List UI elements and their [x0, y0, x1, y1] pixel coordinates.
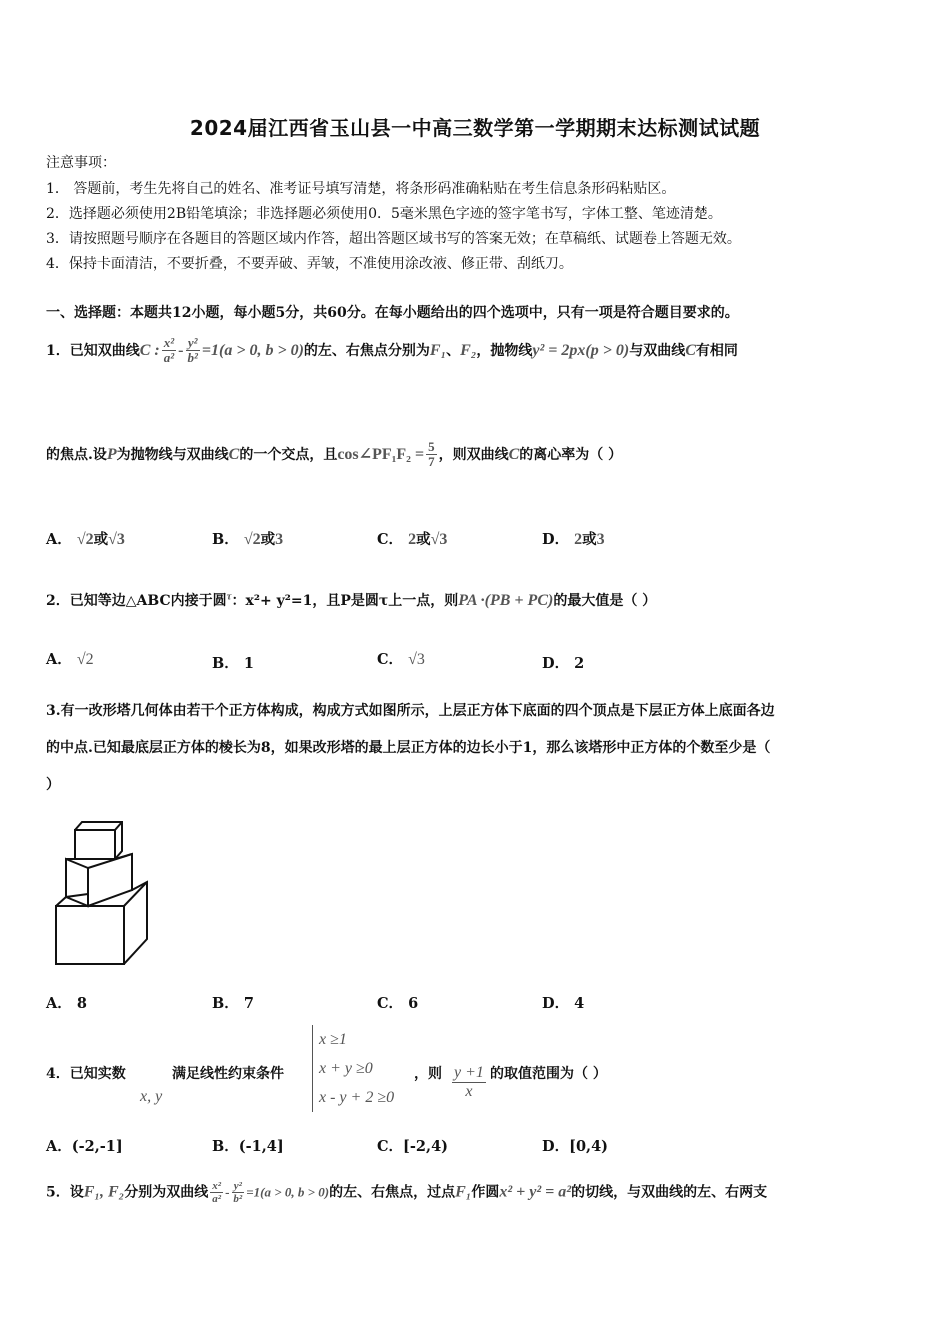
- q3-option-a[interactable]: A． 8: [46, 995, 87, 1012]
- q2-option-b[interactable]: B． 1: [212, 655, 254, 672]
- question-2: 2．已知等边△ABC内接于圆$^\tau$：x²+ y²=1，且P是圆τ上一点，则PA ·(PB + PC)的最大值是（ ）: [46, 590, 657, 609]
- notice-heading: 注意事项：: [46, 155, 116, 171]
- q1-option-c[interactable]: C． 2或√3: [377, 531, 448, 548]
- q1-hyperbola-c: C :: [139, 341, 160, 359]
- page-title: 2024届江西省玉山县一中高三数学第一学期期末达标测试试题: [189, 116, 761, 140]
- bottom-cube-front: [56, 906, 124, 964]
- notice-item-3: 3．请按照题号顺序在各题目的答题区域内作答，超出答题区域书写的答案无效；在草稿纸、试题卷上答题无效。: [46, 231, 741, 247]
- q2-option-d[interactable]: D． 2: [542, 655, 585, 672]
- question-4-text-1: 4．已知实数: [46, 1066, 126, 1082]
- question-5: 5．设F₁, F₂分别为双曲线 $\frac{\text{x²}}{\text{a²}}$ - $\frac{\text{y²}}{\text{b²}}$ =1(a > 0, b > 0)的左、右焦点，过点F₁作圆x² + y² = a²的切线，与双曲线的左、右两支: [46, 1180, 768, 1206]
- q4-constraint-system: [312, 1025, 394, 1112]
- q4-constraint-3: x - y + 2 ≥0: [319, 1089, 395, 1106]
- middle-cube-left: [66, 859, 88, 906]
- q3-option-d[interactable]: D． 4: [542, 995, 585, 1012]
- notice-item-1: 1． 答题前，考生先将自己的姓名、准考证号填写清楚，将条形码准确粘贴在考生信息条形码粘贴区。: [46, 181, 676, 197]
- bottom-cube-top-edge: [124, 882, 147, 906]
- q1-frac-y: $\frac{\text{y²}}{\text{b²}}$: [187, 335, 198, 366]
- tower-figure: [50, 818, 155, 970]
- question-3-line-3: ）: [46, 777, 60, 793]
- question-3-line-2: 的中点.已知最底层正方体的棱长为8，如果改形塔的最上层正方体的边长小于1，那么该塔形中正方体的个数至少是（: [46, 740, 771, 756]
- question-1-line-2: 的焦点.设P为抛物线与双曲线C的一个交点，且cos∠PF₁F₂ = $\frac{5}{7}$ ，则双曲线C的离心率为（ ）: [46, 439, 623, 470]
- q1-text: 1．已知双曲线: [46, 342, 140, 359]
- notice-item-2: 2．选择题必须使用2B铅笔填涂；非选择题必须使用0．5毫米黑色字迹的签字笔书写，字体工整、笔迹清楚。: [46, 206, 722, 222]
- q1-parabola: y² = 2px(p > 0): [532, 341, 630, 359]
- q4-option-c[interactable]: C．[-2,4): [377, 1138, 449, 1155]
- q3-option-c[interactable]: C． 6: [377, 995, 419, 1012]
- q4-option-d[interactable]: D．[0,4): [542, 1138, 609, 1155]
- question-4-text-4: 的取值范围为（ ）: [490, 1066, 607, 1082]
- tower-cubes: [56, 822, 147, 964]
- q4-option-b[interactable]: B．(-1,4]: [212, 1138, 284, 1155]
- notice-item-4: 4．保持卡面清洁，不要折叠，不要弄破、弄皱，不准使用涂改液、修正带、刮纸刀。: [46, 256, 573, 272]
- q1-option-d[interactable]: D． 2或3: [542, 531, 605, 548]
- question-1-line-1: 1．已知双曲线C : $\frac{\text{x²}}{\text{a²}}$ - $\frac{\text{y²}}{\text{b²}}$ =1(a > 0, b > 0)的左、右焦点分别为F₁、F₂，抛物线y² = 2px(p > 0)与双曲线C有相同: [46, 335, 738, 366]
- q4-fraction: $\frac{y +1}{x}$: [454, 1064, 484, 1100]
- middle-cube-right: [88, 854, 132, 906]
- q1-cos-expr: cos∠PF₁F₂ =: [337, 445, 425, 463]
- q1-fraction: $\frac{5}{7}$: [428, 439, 435, 470]
- q2-option-c[interactable]: C． √3: [377, 651, 425, 668]
- q1-frac-x: $\frac{\text{x²}}{\text{a²}}$: [163, 335, 175, 366]
- section-heading: 一、选择题：本题共12小题，每小题5分，共60分。在每小题给出的四个选项中，只有一项是符合题目要求的。: [46, 305, 739, 321]
- q1-option-b[interactable]: B． √2或3: [212, 531, 284, 548]
- q3-option-b[interactable]: B． 7: [212, 995, 254, 1012]
- q4-variables: x, y: [140, 1088, 163, 1105]
- q1-option-a[interactable]: A． √2或√3: [46, 531, 125, 548]
- top-cube-edge: [115, 822, 122, 830]
- q2-option-a[interactable]: A． √2: [46, 651, 94, 668]
- question-4-text-2: 满足线性约束条件: [172, 1066, 284, 1082]
- top-cube-front: [75, 830, 115, 859]
- question-4-text-3: ，则: [414, 1066, 442, 1082]
- q4-constraint-1: x ≥1: [319, 1031, 347, 1048]
- q2-expression: PA ·(PB + PC): [458, 592, 554, 609]
- q4-constraint-2: x + y ≥0: [319, 1060, 373, 1077]
- q1-condition: =1(a > 0, b > 0): [201, 341, 304, 359]
- q4-option-a[interactable]: A．(-2,-1]: [46, 1138, 123, 1155]
- question-3-line-1: 3.有一改形塔几何体由若干个正方体构成，构成方式如图所示，上层正方体下底面的四个顶点是下层正方体上底面各边: [46, 703, 775, 719]
